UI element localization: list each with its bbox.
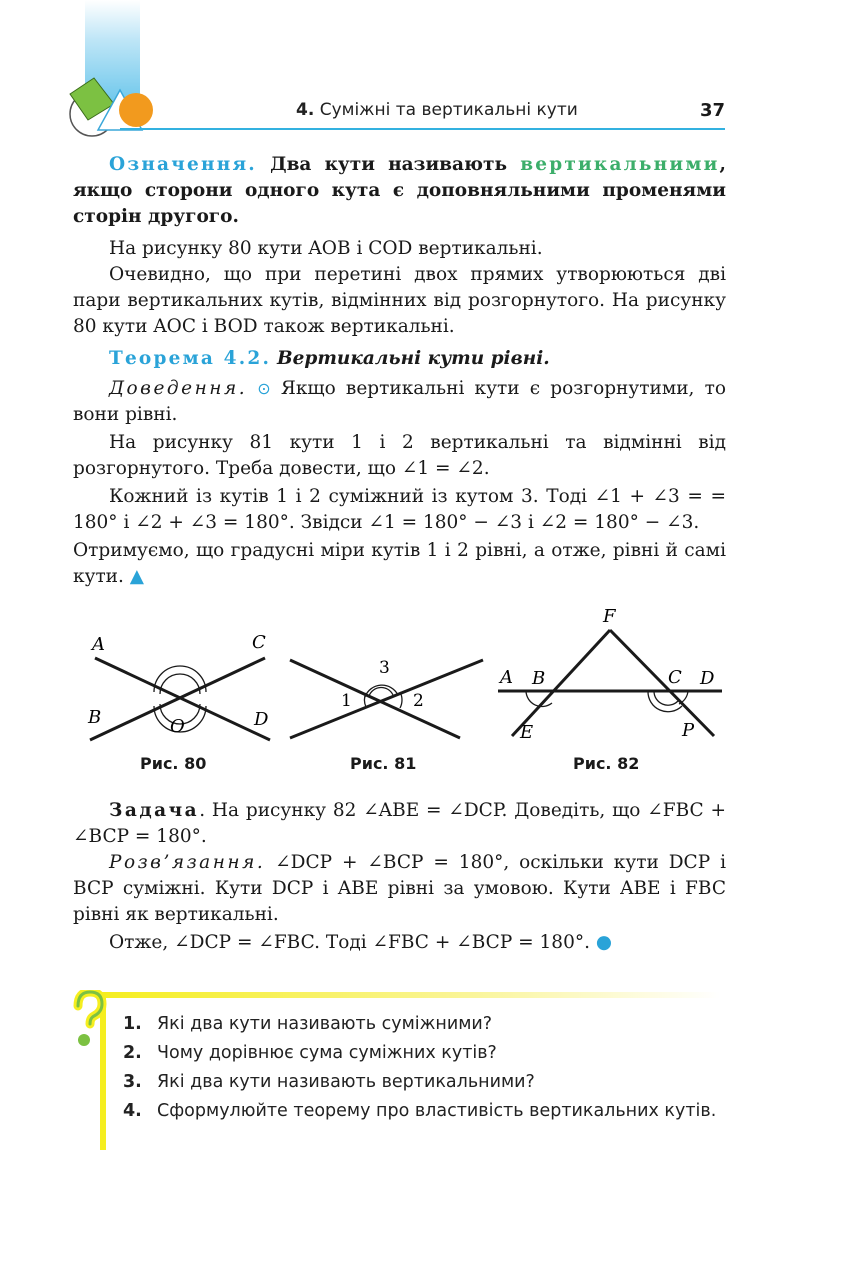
- fig81-label-1: 1: [341, 691, 352, 711]
- task-label: Задача: [109, 800, 200, 821]
- para-2: Очевидно, що при перетині двох прямих утворюються дві пари вертикальних кутів, відмінних від розгорнутого. На рисунку 80 кути AOC і BOD також вертикальні.: [73, 264, 726, 337]
- task-block: [73, 798, 726, 850]
- question-number: 2.: [123, 1043, 142, 1063]
- fig82-label-D: D: [700, 668, 715, 689]
- fig80-label-O: O: [170, 716, 185, 737]
- para-1: На рисунку 80 кути AOB і COD вертикальні.: [109, 238, 543, 259]
- definition-label: Означення.: [109, 154, 257, 175]
- question-mark-dot: [78, 1034, 90, 1046]
- question-mark-icon: [70, 990, 110, 1050]
- proof-block: [73, 376, 726, 428]
- fig80-label-D: D: [254, 709, 269, 730]
- chapter-title: Суміжні та вертикальні кути: [319, 100, 578, 120]
- fig82-label-B: B: [532, 668, 546, 689]
- definition-text-b: , якщо сторони одного кута є доповняльними променями сторін другого.: [73, 154, 726, 227]
- fig81-label-2: 2: [413, 691, 424, 711]
- fig80-label-C: C: [252, 632, 266, 653]
- solution-text: ∠DCP + ∠BCP = 180°, оскільки кути DCP і BCP суміжні. Кути DCP і ABE рівні за умовою. Кути ABE і FBC рівні як вертикальні.: [73, 852, 727, 925]
- question-text: Чому дорівнює сума суміжних кутів?: [157, 1043, 497, 1063]
- definition-block: [73, 152, 726, 230]
- chapter-number: 4.: [296, 100, 315, 120]
- proof-label: Доведення.: [109, 378, 248, 399]
- fig82-label-P: P: [682, 720, 695, 741]
- para-3: На рисунку 81 кути 1 і 2 вертикальні та відмінні від розгорнутого. Треба довести, що ∠1 = ∠2.: [73, 432, 726, 479]
- fig81-caption: Рис. 81: [350, 754, 417, 773]
- fig81-arc-1: [364, 693, 366, 707]
- running-head: [296, 100, 578, 120]
- chapter-logo-icon: [62, 72, 162, 144]
- question-text: Сформулюйте теорему про властивість вертикальних кутів.: [157, 1101, 717, 1121]
- question-item: [123, 1040, 726, 1066]
- fig82-label-F: F: [603, 606, 616, 627]
- conclusion-text: Отже, ∠DCP = ∠FBC. Тоді ∠FBC + ∠BCP = 180°.: [109, 932, 590, 953]
- question-number: 3.: [123, 1072, 142, 1092]
- conclusion-block: [73, 930, 726, 956]
- proof-text: Якщо вертикальні кути є розгорнутими, то вони рівні.: [73, 378, 726, 425]
- fig81-label-3: 3: [379, 658, 390, 678]
- definition-text-a: Два кути називають: [270, 154, 508, 175]
- theorem-label: Теорема 4.2.: [109, 348, 272, 369]
- end-task-icon: ●: [595, 932, 613, 953]
- fig82-label-C: C: [668, 667, 682, 688]
- fig81-arc-3-inner: [369, 687, 393, 696]
- task-text: . На рисунку 82 ∠ABE = ∠DCP. Доведіть, що ∠FBC + ∠BCP = 180°.: [73, 800, 726, 847]
- figure-82: [490, 600, 730, 750]
- theorem-statement: Вертикальні кути рівні.: [277, 348, 550, 369]
- figure-80: [70, 625, 290, 755]
- fig82-line-FE: [512, 630, 610, 736]
- question-number: 1.: [123, 1014, 142, 1034]
- header-rule: [120, 128, 725, 130]
- para-4: Кожний із кутів 1 і 2 суміжний із кутом 3. Тоді ∠1 + ∠3 = = 180° і ∠2 + ∠3 = 180°. Звідси ∠1 = 180° − ∠3 і ∠2 = 180° − ∠3.: [73, 486, 726, 533]
- fig80-label-A: A: [92, 634, 105, 655]
- fig80-label-B: B: [88, 707, 102, 728]
- fig82-caption: Рис. 82: [573, 754, 640, 773]
- fig82-label-A: A: [500, 667, 513, 688]
- question-item: [123, 1011, 726, 1037]
- question-item: [123, 1069, 726, 1095]
- fig82-line-FP: [610, 630, 714, 736]
- fig80-caption: Рис. 80: [140, 754, 207, 773]
- figure-81: [283, 650, 493, 750]
- end-proof-icon: ▲: [129, 566, 145, 587]
- para-5: [73, 538, 726, 590]
- questions-top-bar: [100, 992, 720, 998]
- proof-start-icon: ⊙: [257, 379, 271, 398]
- logo-orange-circle: [119, 93, 153, 127]
- definition-term: вертикальними: [520, 154, 720, 175]
- theorem-block: [73, 346, 726, 372]
- question-text: Які два кути називають суміжними?: [157, 1014, 493, 1034]
- solution-label: Розв’язання.: [109, 852, 266, 873]
- para-5-text: Отримуємо, що градусні міри кутів 1 і 2 рівні, а отже, рівні й самі кути.: [73, 540, 726, 587]
- question-number: 4.: [123, 1101, 142, 1121]
- solution-block: [73, 850, 726, 928]
- page-number: 37: [699, 100, 725, 121]
- fig82-label-E: E: [520, 722, 534, 743]
- fig82-arc-BCP-inner: [654, 691, 678, 705]
- question-text: Які два кути називають вертикальними?: [157, 1072, 535, 1092]
- question-item: [123, 1098, 726, 1124]
